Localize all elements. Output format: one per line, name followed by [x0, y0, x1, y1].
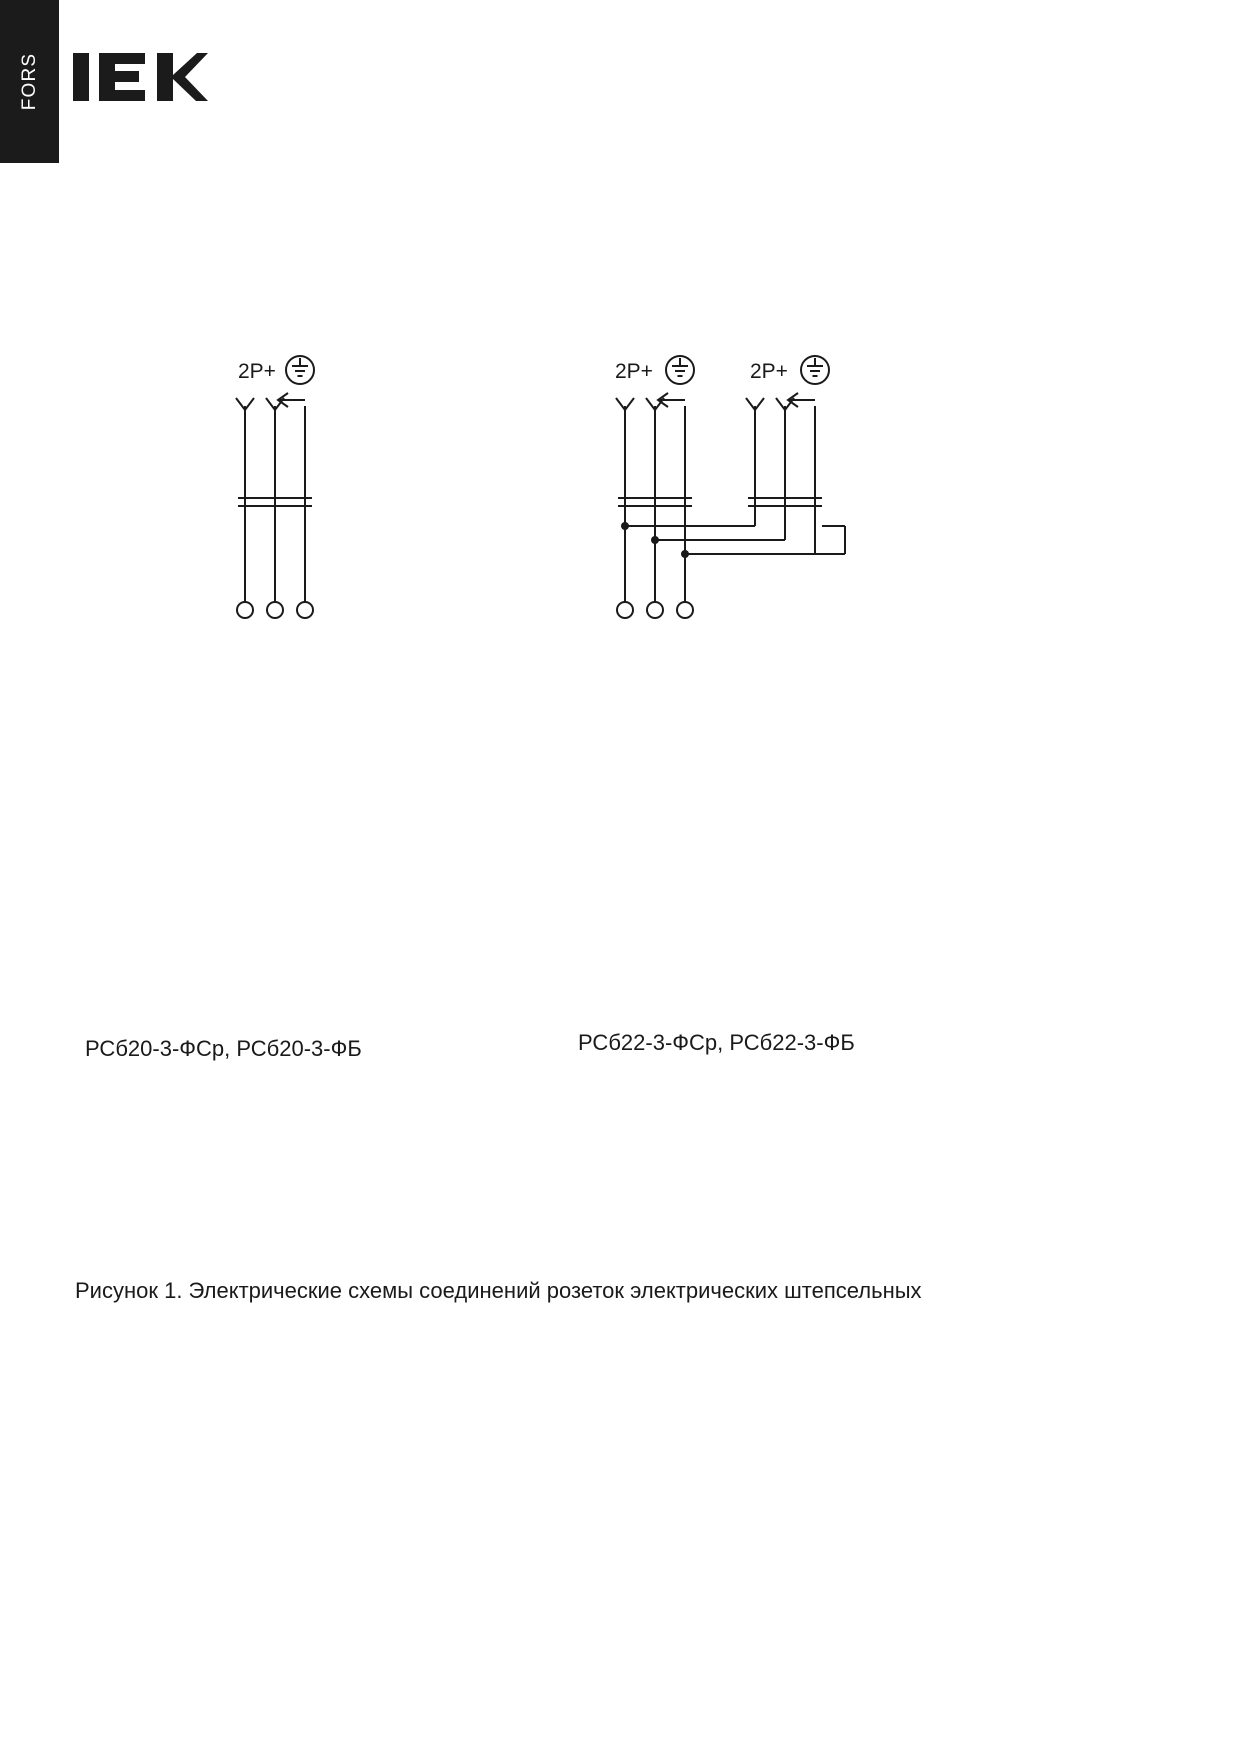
earth-symbol-right-2	[801, 356, 829, 384]
earth-symbol-left	[286, 356, 314, 384]
schematic-rsb20	[150, 330, 430, 665]
brand-band	[0, 0, 59, 163]
brand-band-label: FORS	[19, 52, 40, 111]
iek-logo	[73, 47, 208, 107]
pole-label-left: 2P+	[238, 360, 276, 383]
caption-rsb20: РСб20-3-ФСр, РСб20-3-ФБ	[85, 1036, 362, 1061]
schematic-rsb22	[600, 330, 930, 665]
earth-symbol-right-1	[666, 356, 694, 384]
diagram-area	[0, 330, 1241, 1303]
figure-caption: Рисунок 1. Электрические схемы соединений розеток электрических штепсельных	[75, 1278, 922, 1303]
pole-label-right-1: 2P+	[615, 360, 653, 383]
caption-rsb22: РСб22-3-ФСр, РСб22-3-ФБ	[578, 1030, 855, 1055]
pole-label-right-2: 2P+	[750, 360, 788, 383]
